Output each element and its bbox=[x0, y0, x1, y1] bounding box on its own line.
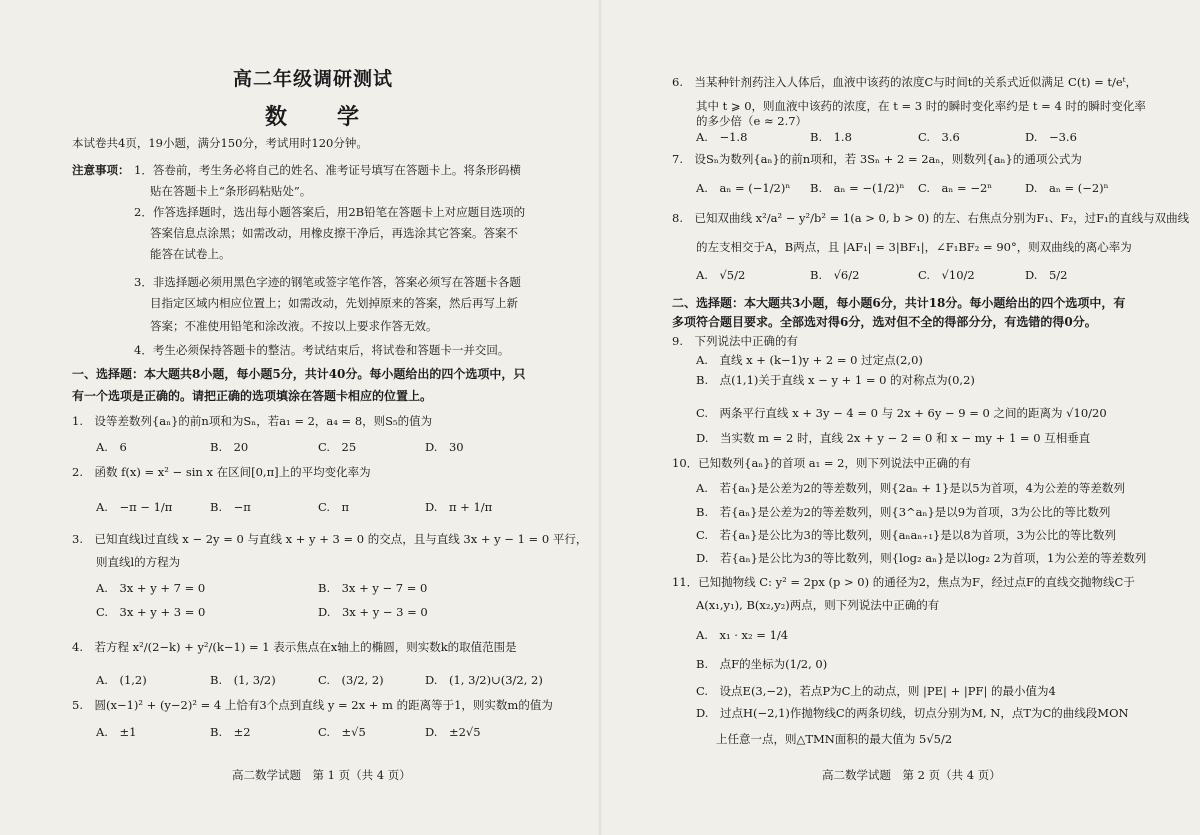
q4-option-a: A. (1,2) bbox=[96, 673, 147, 687]
notice-line: 2．作答选择题时，选出每小题答案后，用2B铅笔在答题卡上对应题目选项的 bbox=[134, 205, 526, 219]
q3-option-c: C. 3x + y + 3 = 0 bbox=[96, 605, 206, 619]
notice-line: 目指定区域内相应位置上；如需改动，先划掉原来的答案，然后再写上新 bbox=[150, 296, 518, 310]
question-9-stem: 9. 下列说法中正确的有 bbox=[672, 334, 798, 348]
q1-option-c: C. 25 bbox=[318, 440, 357, 454]
section-2-heading: 多项符合题目要求。全部选对得6分，选对但不全的得部分分，有选错的得0分。 bbox=[672, 315, 1097, 329]
notice-label: 注意事项： bbox=[72, 163, 130, 177]
q10-option-b: B. 若{aₙ}是公差为2的等差数列，则{3^aₙ}是以9为首项，3为公比的等比数列 bbox=[696, 505, 1111, 519]
q7-option-c: C. aₙ = −2ⁿ bbox=[918, 181, 993, 195]
q1-option-a: A. 6 bbox=[96, 440, 127, 454]
q3-option-d: D. 3x + y − 3 = 0 bbox=[318, 605, 428, 619]
q6-option-d: D. −3.6 bbox=[1025, 130, 1077, 144]
notice-line: 能答在试卷上。 bbox=[150, 247, 231, 261]
question-7-stem: 7. 设Sₙ为数列{aₙ}的前n项和，若 3Sₙ + 2 = 2aₙ，则数列{aₙ}的通项公式为 bbox=[672, 152, 1082, 166]
question-11-stem: A(x₁,y₁), B(x₂,y₂)两点，则下列说法中正确的有 bbox=[696, 598, 940, 612]
question-8-stem: 的左支相交于A，B两点，且 |AF₁| = 3|BF₁|，∠F₁BF₂ = 90°，则双曲线的离心率为 bbox=[696, 240, 1132, 254]
q4-option-c: C. (3/2, 2) bbox=[318, 673, 384, 687]
question-2-stem: 2. 函数 f(x) = x² − sin x 在区间[0,π]上的平均变化率为 bbox=[72, 465, 371, 479]
notice-line: 答案；不准使用铅笔和涂改液。不按以上要求作答无效。 bbox=[150, 319, 438, 333]
exam-intro: 本试卷共4页，19小题，满分150分，考试用时120分钟。 bbox=[72, 136, 368, 150]
q6-option-a: A. −1.8 bbox=[696, 130, 748, 144]
page-footer: 高二数学试题 第 1 页（共 4 页） bbox=[232, 768, 411, 782]
question-6-stem: 其中 t ⩾ 0，则血液中该药的浓度，在 t = 3 时的瞬时变化率约是 t = 4 时的瞬时变化率 bbox=[696, 99, 1146, 113]
question-4-stem: 4. 若方程 x²/(2−k) + y²/(k−1) = 1 表示焦点在x轴上的椭圆，则实数k的取值范围是 bbox=[72, 640, 517, 654]
notice-line: 3．非选择题必须用黑色字迹的钢笔或签字笔作答，答案必须写在答题卡各题 bbox=[134, 275, 521, 289]
notice-line: 1．答卷前，考生务必将自己的姓名、准考证号填写在答题卡上。将条形码横 bbox=[134, 163, 521, 177]
q11-option-d: 上任意一点，则△TMN面积的最大值为 5√5/2 bbox=[716, 732, 953, 746]
q10-option-a: A. 若{aₙ}是公差为2的等差数列，则{2aₙ + 1}是以5为首项，4为公差的等差数列 bbox=[696, 481, 1125, 495]
q4-option-b: B. (1, 3/2) bbox=[210, 673, 276, 687]
q2-option-b: B. −π bbox=[210, 500, 251, 514]
q11-option-d: D. 过点H(−2,1)作抛物线C的两条切线，切点分别为M, N，点T为C的曲线段MON bbox=[696, 706, 1129, 720]
q9-option-c: C. 两条平行直线 x + 3y − 4 = 0 与 2x + 6y − 9 = 0 之间的距离为 √10/20 bbox=[696, 406, 1107, 420]
q2-option-c: C. π bbox=[318, 500, 350, 514]
section-1-heading: 有一个选项是正确的。请把正确的选项填涂在答题卡相应的位置上。 bbox=[72, 389, 433, 403]
q7-option-a: A. aₙ = (−1/2)ⁿ bbox=[696, 181, 791, 195]
q6-option-b: B. 1.8 bbox=[810, 130, 852, 144]
question-1-stem: 1. 设等差数列{aₙ}的前n项和为Sₙ，若a₁ = 2，a₄ = 8，则S₅的值为 bbox=[72, 414, 433, 428]
q3-option-b: B. 3x + y − 7 = 0 bbox=[318, 581, 428, 595]
q9-option-d: D. 当实数 m = 2 时，直线 2x + y − 2 = 0 和 x − my + 1 = 0 互相垂直 bbox=[696, 431, 1091, 445]
page-footer: 高二数学试题 第 2 页（共 4 页） bbox=[822, 768, 1001, 782]
exam-page-2 bbox=[600, 0, 1200, 835]
q7-option-b: B. aₙ = −(1/2)ⁿ bbox=[810, 181, 905, 195]
exam-title: 高二年级调研测试 bbox=[233, 68, 394, 90]
q3-option-a: A. 3x + y + 7 = 0 bbox=[96, 581, 206, 595]
q1-option-b: B. 20 bbox=[210, 440, 249, 454]
q5-option-c: C. ±√5 bbox=[318, 725, 366, 739]
q5-option-d: D. ±2√5 bbox=[425, 725, 481, 739]
q8-option-a: A. √5/2 bbox=[696, 268, 746, 282]
q8-option-d: D. 5/2 bbox=[1025, 268, 1068, 282]
q11-option-a: A. x₁ · x₂ = 1/4 bbox=[696, 628, 789, 642]
q5-option-b: B. ±2 bbox=[210, 725, 251, 739]
q11-option-b: B. 点F的坐标为(1/2, 0) bbox=[696, 657, 828, 671]
notice-line: 答案信息点涂黑；如需改动，用橡皮擦干净后，再选涂其它答案。答案不 bbox=[150, 226, 518, 240]
question-10-stem: 10．已知数列{aₙ}的首项 a₁ = 2，则下列说法中正确的有 bbox=[672, 456, 971, 470]
q6-option-c: C. 3.6 bbox=[918, 130, 960, 144]
notice-line: 4．考生必须保持答题卡的整洁。考试结束后，将试卷和答题卡一并交回。 bbox=[134, 343, 510, 357]
q10-option-c: C. 若{aₙ}是公比为3的等比数列，则{aₙaₙ₊₁}是以8为首项，3为公比的等比数列 bbox=[696, 528, 1116, 542]
q8-option-b: B. √6/2 bbox=[810, 268, 860, 282]
question-11-stem: 11．已知抛物线 C: y² = 2px (p > 0) 的通径为2，焦点为F，经过点F的直线交抛物线C于 bbox=[672, 575, 1135, 589]
section-1-heading: 一、选择题：本大题共8小题，每小题5分，共计40分。每小题给出的四个选项中，只 bbox=[72, 367, 526, 381]
q11-option-c: C. 设点E(3,−2)，若点P为C上的动点，则 |PE| + |PF| 的最小值为4 bbox=[696, 684, 1056, 698]
question-6-stem: 6. 当某种针剂药注入人体后，血液中该药的浓度C与时间t的关系式近似满足 C(t) = t/eᵗ， bbox=[672, 75, 1138, 89]
subject-title: 数 学 bbox=[265, 104, 374, 130]
question-3-stem: 则直线l的方程为 bbox=[96, 555, 181, 569]
q2-option-d: D. π + 1/π bbox=[425, 500, 493, 514]
section-2-heading: 二、选择题：本大题共3小题，每小题6分，共计18分。每小题给出的四个选项中，有 bbox=[672, 296, 1126, 310]
question-5-stem: 5. 圆(x−1)² + (y−2)² = 4 上恰有3个点到直线 y = 2x + m 的距离等于1，则实数m的值为 bbox=[72, 698, 553, 712]
q2-option-a: A. −π − 1/π bbox=[96, 500, 173, 514]
notice-line: 贴在答题卡上“条形码粘贴处”。 bbox=[150, 184, 312, 198]
question-6-stem: 的多少倍（e ≈ 2.7） bbox=[696, 114, 808, 128]
q7-option-d: D. aₙ = (−2)ⁿ bbox=[1025, 181, 1109, 195]
question-3-stem: 3. 已知直线l过直线 x − 2y = 0 与直线 x + y + 3 = 0 的交点，且与直线 3x + y − 1 = 0 平行， bbox=[72, 532, 588, 546]
q8-option-c: C. √10/2 bbox=[918, 268, 975, 282]
q9-option-a: A. 直线 x + (k−1)y + 2 = 0 过定点(2,0) bbox=[696, 353, 923, 367]
q1-option-d: D. 30 bbox=[425, 440, 464, 454]
question-8-stem: 8. 已知双曲线 x²/a² − y²/b² = 1(a > 0, b > 0) 的左、右焦点分别为F₁、F₂，过F₁的直线与双曲线 bbox=[672, 211, 1190, 225]
q5-option-a: A. ±1 bbox=[96, 725, 137, 739]
q9-option-b: B. 点(1,1)关于直线 x − y + 1 = 0 的对称点为(0,2) bbox=[696, 373, 975, 387]
q4-option-d: D. (1, 3/2)∪(3/2, 2) bbox=[425, 673, 543, 687]
q10-option-d: D. 若{aₙ}是公比为3的等比数列，则{log₂ aₙ}是以log₂ 2为首项，1为公差的等差数列 bbox=[696, 551, 1147, 565]
